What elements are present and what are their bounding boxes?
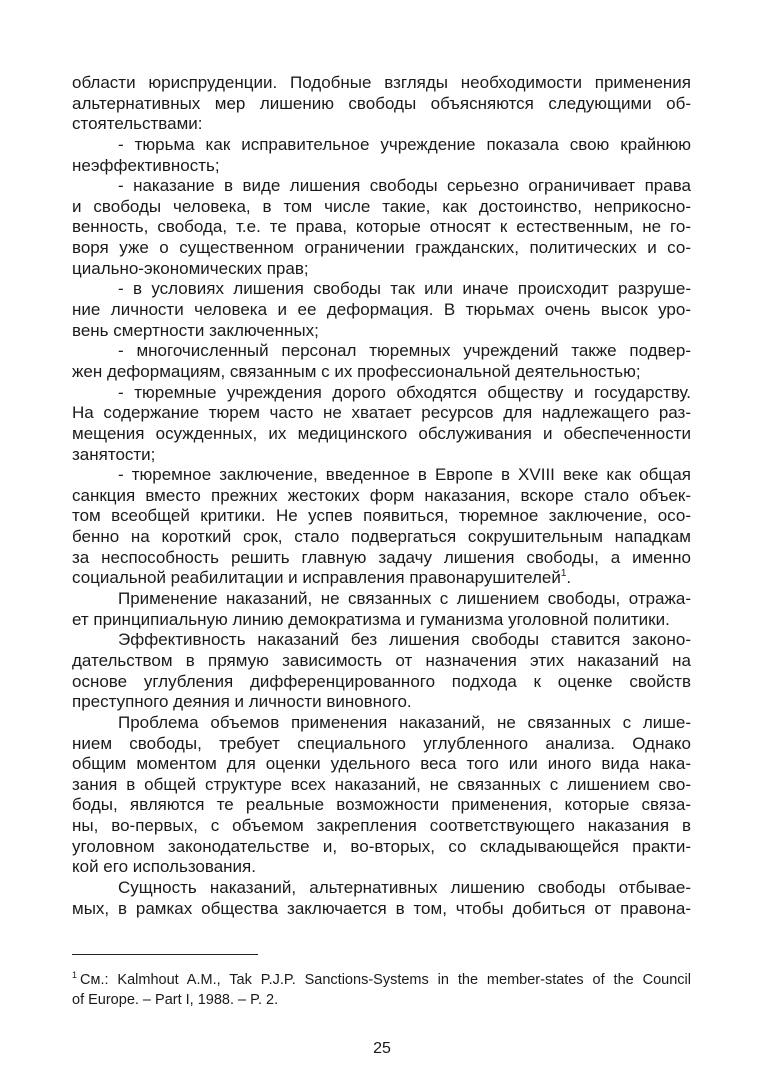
text-line bbox=[72, 527, 691, 548]
text-line-content: уголовном законодательстве и, во-вторых, со складывающейся практи- bbox=[72, 836, 691, 856]
text-line-content: за неспособность решить главную задачу лишения свободы, а именно bbox=[72, 547, 691, 567]
text-line bbox=[72, 754, 691, 775]
text-line-content: том всеобщей критики. Не успев появиться, тюремное заключение, осо- bbox=[72, 506, 691, 526]
text-line bbox=[72, 94, 691, 115]
text-line bbox=[72, 341, 691, 362]
text-line-content: области юриспруденции. Подобные взгляды необходимости применения bbox=[72, 73, 691, 92]
text-line-content: - тюрьма как исправительное учреждение показала свою крайнюю bbox=[118, 134, 691, 154]
text-line-content: - наказание в виде лишения свободы серьезно ограничивает права bbox=[118, 176, 691, 196]
text-line bbox=[72, 217, 691, 238]
text-line-content: боды, являются те реальные возможности применения, которые связа- bbox=[72, 795, 691, 815]
footnote-line bbox=[72, 970, 691, 990]
text-line-content: воря уже о существенном ограничении гражданских, политических и со- bbox=[72, 238, 691, 258]
body-text bbox=[72, 73, 691, 919]
text-line bbox=[72, 692, 691, 713]
footnote-separator bbox=[72, 954, 258, 955]
footnote-reference[interactable]: 1 bbox=[560, 568, 567, 580]
text-line bbox=[72, 176, 691, 197]
text-line bbox=[72, 506, 691, 527]
text-line-content: занятости; bbox=[72, 444, 156, 464]
text-line bbox=[72, 878, 691, 899]
text-line bbox=[72, 362, 691, 383]
text-line bbox=[72, 734, 691, 755]
text-line bbox=[72, 816, 691, 837]
text-line bbox=[72, 383, 691, 404]
text-line bbox=[72, 651, 691, 672]
text-line-punctuation: . bbox=[566, 568, 572, 588]
footnote-marker: 1 bbox=[72, 970, 78, 980]
text-line-content: общим моментом для оценки удельного веса того или иного вида нака- bbox=[72, 754, 691, 774]
text-line-content: Применение наказаний, не связанных с лишением свободы, отража- bbox=[118, 589, 691, 609]
text-line bbox=[72, 857, 691, 878]
text-line-content: мых, в рамках общества заключается в том, чтобы добиться от правона- bbox=[72, 898, 691, 918]
text-line-content: нием свободы, требует специального углубленного анализа. Однако bbox=[72, 733, 691, 753]
text-line bbox=[72, 445, 691, 466]
text-line bbox=[72, 486, 691, 507]
text-line-content: кой его использования. bbox=[72, 857, 256, 877]
text-line-content: - тюремные учреждения дорого обходятся обществу и государству. bbox=[118, 382, 691, 402]
text-line bbox=[72, 135, 691, 156]
text-line-content: ет принципиальную линию демократизма и гуманизма уголовной политики. bbox=[72, 609, 670, 629]
footnote-text: См.: Kalmhout A.M., Tak P.J.P. Sanctions-Systems in the member-states of the Council bbox=[80, 972, 691, 988]
text-line-content: преступного деяния и личности виновного. bbox=[72, 692, 412, 712]
text-line bbox=[72, 238, 691, 259]
footnote bbox=[72, 970, 691, 1010]
footnote-line bbox=[72, 990, 691, 1010]
text-line bbox=[72, 548, 691, 569]
text-line bbox=[72, 775, 691, 796]
text-line-content: санкция вместо прежних жестоких форм наказания, вскоре стало объек- bbox=[72, 485, 691, 505]
text-line bbox=[72, 795, 691, 816]
text-line-content: - в условиях лишения свободы так или иначе происходит разруше- bbox=[118, 279, 691, 299]
text-line-content: венность, свобода, т.е. те права, которые относят к естественным, не го- bbox=[72, 217, 691, 237]
text-line bbox=[72, 899, 691, 920]
text-line bbox=[72, 279, 691, 300]
text-line-content: стоятельствами: bbox=[72, 114, 203, 134]
text-line bbox=[72, 300, 691, 321]
text-line bbox=[72, 465, 691, 486]
page-number: 25 bbox=[373, 1040, 391, 1057]
text-line-content: социальной реабилитации и исправления правонарушителей bbox=[72, 568, 561, 588]
text-line-content: дательством в прямую зависимость от назначения этих наказаний на bbox=[72, 650, 691, 670]
text-line-content: основе углубления дифференцированного подхода к оценке свойств bbox=[72, 671, 691, 691]
text-line-content: мещения осужденных, их медицинского обслуживания и обеспеченности bbox=[72, 423, 691, 443]
text-line bbox=[72, 156, 691, 177]
text-line bbox=[72, 114, 691, 135]
text-line bbox=[72, 630, 691, 651]
text-line-content: зания в общей структуре всех наказаний, не связанных с лишением сво- bbox=[72, 774, 691, 794]
text-line-content: Эффективность наказаний без лишения свободы ставится законо- bbox=[118, 630, 691, 650]
text-line-content: Сущность наказаний, альтернативных лишению свободы отбывае- bbox=[118, 877, 691, 897]
text-line-content: - многочисленный персонал тюремных учреждений также подвер- bbox=[118, 341, 691, 361]
text-line bbox=[72, 589, 691, 610]
text-line bbox=[72, 403, 691, 424]
text-line bbox=[72, 568, 691, 589]
text-line-content: неэффективность; bbox=[72, 155, 220, 175]
text-line-content: вень смертности заключенных; bbox=[72, 320, 319, 340]
text-line-content: - тюремное заключение, введенное в Европе в XVIII веке как общая bbox=[118, 465, 691, 485]
text-line-content: ны, во-первых, с объемом закрепления соответствующего наказания в bbox=[72, 816, 691, 836]
text-line bbox=[72, 259, 691, 280]
text-line bbox=[72, 610, 691, 631]
text-line bbox=[72, 837, 691, 858]
text-line-content: циально-экономических прав; bbox=[72, 258, 309, 278]
text-line-content: жен деформациям, связанным с их профессиональной деятельностью; bbox=[72, 361, 641, 381]
text-line bbox=[72, 424, 691, 445]
text-line bbox=[72, 713, 691, 734]
text-line-content: ние личности человека и ее деформация. В тюрьмах очень высок уро- bbox=[72, 300, 691, 320]
text-line bbox=[72, 73, 691, 94]
text-line-content: и свободы человека, в том числе такие, как достоинство, неприкосно- bbox=[72, 196, 691, 216]
text-line-content: На содержание тюрем часто не хватает ресурсов для надлежащего раз- bbox=[72, 403, 691, 423]
text-line-content: Проблема объемов применения наказаний, не связанных с лише- bbox=[118, 712, 691, 732]
text-line bbox=[72, 321, 691, 342]
text-line bbox=[72, 197, 691, 218]
text-line bbox=[72, 672, 691, 693]
footnote-text: of Europe. – Part I, 1988. – P. 2. bbox=[72, 992, 279, 1008]
text-line-content: бенно на короткий срок, стало подвергаться сокрушительным нападкам bbox=[72, 527, 691, 547]
text-line-content: альтернативных мер лишению свободы объясняются следующими об- bbox=[72, 93, 691, 113]
